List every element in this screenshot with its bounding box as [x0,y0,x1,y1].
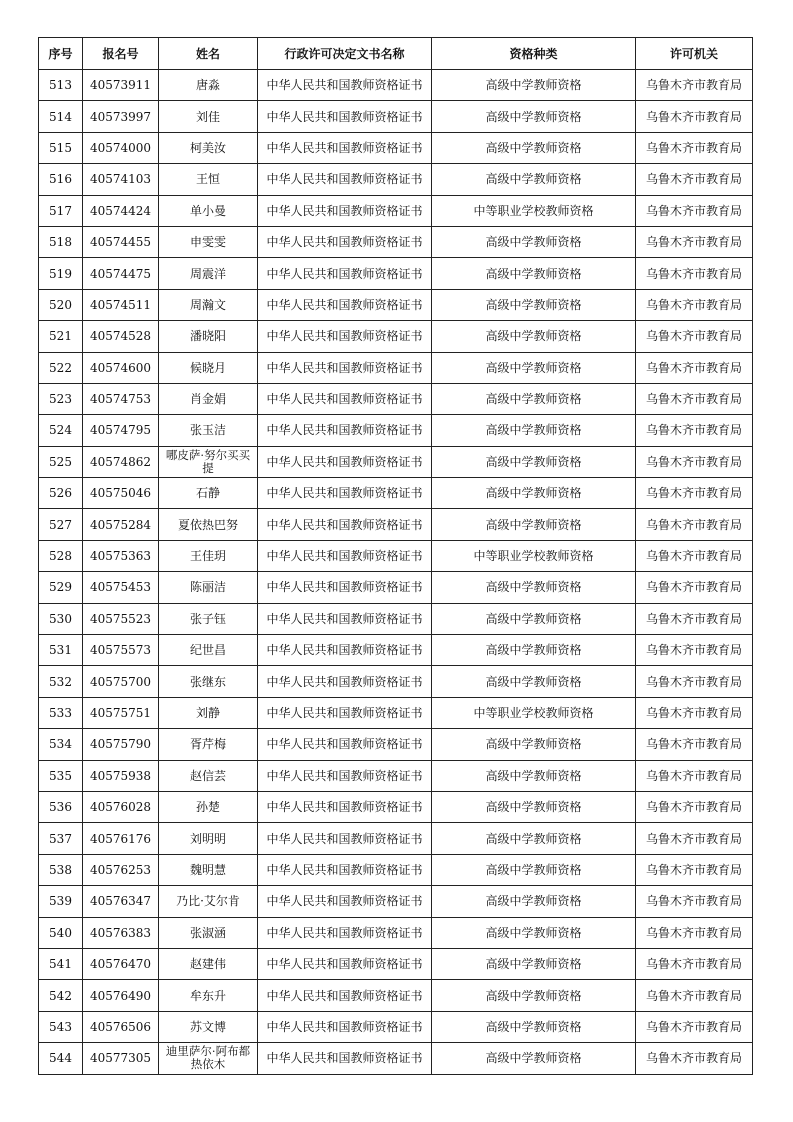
cell-index: 523 [39,383,83,414]
cell-document-title: 中华人民共和国教师资格证书 [258,572,432,603]
cell-qualification-type: 高级中学教师资格 [432,164,636,195]
table-row [39,101,753,132]
table-row [39,572,753,603]
cell-registration-number: 40574795 [83,415,159,446]
cell-document-title: 中华人民共和国教师资格证书 [258,980,432,1011]
cell-qualification-type: 高级中学教师资格 [432,854,636,885]
cell-document-title: 中华人民共和国教师资格证书 [258,603,432,634]
cell-qualification-type: 高级中学教师资格 [432,383,636,414]
cell-document-title: 中华人民共和国教师资格证书 [258,729,432,760]
cell-name: 候晓月 [159,352,258,383]
cell-licensing-authority: 乌鲁木齐市教育局 [636,446,753,477]
cell-qualification-type: 高级中学教师资格 [432,886,636,917]
cell-index: 522 [39,352,83,383]
table-row [39,321,753,352]
cell-document-title: 中华人民共和国教师资格证书 [258,917,432,948]
cell-licensing-authority: 乌鲁木齐市教育局 [636,729,753,760]
cell-qualification-type: 高级中学教师资格 [432,760,636,791]
cell-licensing-authority: 乌鲁木齐市教育局 [636,289,753,320]
cell-index: 525 [39,446,83,477]
cell-document-title: 中华人民共和国教师资格证书 [258,760,432,791]
cell-licensing-authority: 乌鲁木齐市教育局 [636,415,753,446]
table-row [39,289,753,320]
cell-name: 魏明慧 [159,854,258,885]
cell-qualification-type: 高级中学教师资格 [432,509,636,540]
table-row [39,195,753,226]
cell-document-title: 中华人民共和国教师资格证书 [258,446,432,477]
cell-document-title: 中华人民共和国教师资格证书 [258,289,432,320]
cell-qualification-type: 高级中学教师资格 [432,258,636,289]
cell-document-title: 中华人民共和国教师资格证书 [258,666,432,697]
cell-registration-number: 40573911 [83,70,159,101]
cell-name: 赵信芸 [159,760,258,791]
cell-index: 530 [39,603,83,634]
table-row [39,697,753,728]
cell-name: 周震洋 [159,258,258,289]
cell-registration-number: 40575363 [83,540,159,571]
cell-name: 肖金娟 [159,383,258,414]
cell-document-title: 中华人民共和国教师资格证书 [258,886,432,917]
cell-document-title: 中华人民共和国教师资格证书 [258,635,432,666]
cell-licensing-authority: 乌鲁木齐市教育局 [636,603,753,634]
header-registration-number: 报名号 [83,38,159,70]
cell-document-title: 中华人民共和国教师资格证书 [258,258,432,289]
cell-licensing-authority: 乌鲁木齐市教育局 [636,791,753,822]
cell-name: 迪里萨尔·阿布都热依木 [159,1043,258,1074]
cell-name: 张子钰 [159,603,258,634]
table-row [39,760,753,791]
cell-name: 申雯雯 [159,226,258,257]
cell-qualification-type: 高级中学教师资格 [432,478,636,509]
cell-index: 529 [39,572,83,603]
cell-licensing-authority: 乌鲁木齐市教育局 [636,697,753,728]
table-row [39,258,753,289]
cell-registration-number: 40576470 [83,948,159,979]
cell-document-title: 中华人民共和国教师资格证书 [258,540,432,571]
cell-document-title: 中华人民共和国教师资格证书 [258,478,432,509]
cell-document-title: 中华人民共和国教师资格证书 [258,164,432,195]
table-row [39,729,753,760]
table-row [39,917,753,948]
table-row [39,886,753,917]
cell-licensing-authority: 乌鲁木齐市教育局 [636,854,753,885]
cell-qualification-type: 高级中学教师资格 [432,1043,636,1074]
cell-index: 518 [39,226,83,257]
cell-registration-number: 40575938 [83,760,159,791]
cell-document-title: 中华人民共和国教师资格证书 [258,948,432,979]
header-licensing-authority: 许可机关 [636,38,753,70]
cell-name: 刘明明 [159,823,258,854]
cell-name: 胥芹梅 [159,729,258,760]
cell-name: 牟东升 [159,980,258,1011]
table-row [39,1043,753,1074]
table-row [39,352,753,383]
cell-registration-number: 40574511 [83,289,159,320]
cell-qualification-type: 高级中学教师资格 [432,132,636,163]
cell-qualification-type: 高级中学教师资格 [432,666,636,697]
cell-index: 527 [39,509,83,540]
cell-licensing-authority: 乌鲁木齐市教育局 [636,1011,753,1042]
table-row [39,603,753,634]
header-row [39,38,753,70]
cell-document-title: 中华人民共和国教师资格证书 [258,697,432,728]
cell-registration-number: 40574753 [83,383,159,414]
table-row [39,415,753,446]
cell-qualification-type: 高级中学教师资格 [432,352,636,383]
table-row [39,70,753,101]
cell-document-title: 中华人民共和国教师资格证书 [258,791,432,822]
cell-index: 542 [39,980,83,1011]
table-body [39,70,753,1075]
cell-name: 刘佳 [159,101,258,132]
cell-name: 石静 [159,478,258,509]
cell-registration-number: 40576506 [83,1011,159,1042]
cell-index: 528 [39,540,83,571]
cell-registration-number: 40576176 [83,823,159,854]
table-row [39,635,753,666]
cell-licensing-authority: 乌鲁木齐市教育局 [636,917,753,948]
table-row [39,854,753,885]
cell-licensing-authority: 乌鲁木齐市教育局 [636,101,753,132]
cell-qualification-type: 高级中学教师资格 [432,446,636,477]
cell-index: 519 [39,258,83,289]
table-row [39,478,753,509]
header-name: 姓名 [159,38,258,70]
cell-registration-number: 40575046 [83,478,159,509]
table-row [39,383,753,414]
cell-licensing-authority: 乌鲁木齐市教育局 [636,321,753,352]
cell-document-title: 中华人民共和国教师资格证书 [258,823,432,854]
cell-registration-number: 40575523 [83,603,159,634]
cell-index: 520 [39,289,83,320]
cell-index: 535 [39,760,83,791]
cell-name: 周瀚文 [159,289,258,320]
cell-qualification-type: 中等职业学校教师资格 [432,540,636,571]
cell-name: 唐淼 [159,70,258,101]
cell-licensing-authority: 乌鲁木齐市教育局 [636,948,753,979]
cell-registration-number: 40576347 [83,886,159,917]
cell-registration-number: 40575453 [83,572,159,603]
cell-name: 单小曼 [159,195,258,226]
cell-qualification-type: 中等职业学校教师资格 [432,195,636,226]
cell-name: 王恒 [159,164,258,195]
cell-licensing-authority: 乌鲁木齐市教育局 [636,70,753,101]
cell-licensing-authority: 乌鲁木齐市教育局 [636,823,753,854]
cell-index: 533 [39,697,83,728]
cell-qualification-type: 高级中学教师资格 [432,635,636,666]
cell-licensing-authority: 乌鲁木齐市教育局 [636,226,753,257]
cell-index: 513 [39,70,83,101]
cell-qualification-type: 高级中学教师资格 [432,948,636,979]
cell-licensing-authority: 乌鲁木齐市教育局 [636,509,753,540]
cell-index: 515 [39,132,83,163]
cell-name: 王佳玥 [159,540,258,571]
cell-registration-number: 40576028 [83,791,159,822]
cell-registration-number: 40576383 [83,917,159,948]
cell-licensing-authority: 乌鲁木齐市教育局 [636,132,753,163]
cell-name: 孙楚 [159,791,258,822]
cell-licensing-authority: 乌鲁木齐市教育局 [636,195,753,226]
table-row [39,226,753,257]
cell-registration-number: 40574528 [83,321,159,352]
cell-name: 哪皮萨·努尔买买提 [159,446,258,477]
cell-name: 柯美汝 [159,132,258,163]
cell-name: 纪世昌 [159,635,258,666]
header-document-title: 行政许可决定文书名称 [258,38,432,70]
table-row [39,540,753,571]
cell-qualification-type: 高级中学教师资格 [432,823,636,854]
cell-licensing-authority: 乌鲁木齐市教育局 [636,540,753,571]
cell-index: 526 [39,478,83,509]
table-row [39,980,753,1011]
header-index: 序号 [39,38,83,70]
table-row [39,132,753,163]
cell-index: 541 [39,948,83,979]
cell-name: 夏依热巴努 [159,509,258,540]
table-row [39,446,753,477]
cell-licensing-authority: 乌鲁木齐市教育局 [636,572,753,603]
cell-index: 540 [39,917,83,948]
cell-registration-number: 40574424 [83,195,159,226]
cell-name: 苏文博 [159,1011,258,1042]
cell-registration-number: 40577305 [83,1043,159,1074]
cell-registration-number: 40575284 [83,509,159,540]
cell-index: 534 [39,729,83,760]
table-row [39,164,753,195]
cell-name: 赵建伟 [159,948,258,979]
cell-registration-number: 40574455 [83,226,159,257]
cell-index: 521 [39,321,83,352]
cell-qualification-type: 中等职业学校教师资格 [432,697,636,728]
cell-name: 张继东 [159,666,258,697]
table-row [39,509,753,540]
table-row [39,948,753,979]
cell-licensing-authority: 乌鲁木齐市教育局 [636,1043,753,1074]
cell-registration-number: 40575751 [83,697,159,728]
cell-document-title: 中华人民共和国教师资格证书 [258,352,432,383]
cell-licensing-authority: 乌鲁木齐市教育局 [636,980,753,1011]
table-row [39,666,753,697]
cell-qualification-type: 高级中学教师资格 [432,917,636,948]
cell-licensing-authority: 乌鲁木齐市教育局 [636,666,753,697]
cell-qualification-type: 高级中学教师资格 [432,980,636,1011]
cell-qualification-type: 高级中学教师资格 [432,70,636,101]
cell-registration-number: 40574862 [83,446,159,477]
cell-licensing-authority: 乌鲁木齐市教育局 [636,478,753,509]
cell-qualification-type: 高级中学教师资格 [432,603,636,634]
cell-document-title: 中华人民共和国教师资格证书 [258,101,432,132]
cell-document-title: 中华人民共和国教师资格证书 [258,1043,432,1074]
cell-licensing-authority: 乌鲁木齐市教育局 [636,352,753,383]
cell-name: 张淑涵 [159,917,258,948]
cell-registration-number: 40576253 [83,854,159,885]
cell-index: 532 [39,666,83,697]
cell-registration-number: 40575790 [83,729,159,760]
teacher-qualification-table [38,37,753,1075]
cell-index: 539 [39,886,83,917]
table-row [39,823,753,854]
cell-qualification-type: 高级中学教师资格 [432,321,636,352]
cell-index: 536 [39,791,83,822]
cell-qualification-type: 高级中学教师资格 [432,101,636,132]
cell-index: 537 [39,823,83,854]
cell-licensing-authority: 乌鲁木齐市教育局 [636,164,753,195]
cell-index: 514 [39,101,83,132]
cell-name: 乃比·艾尔肯 [159,886,258,917]
cell-licensing-authority: 乌鲁木齐市教育局 [636,383,753,414]
cell-index: 544 [39,1043,83,1074]
cell-document-title: 中华人民共和国教师资格证书 [258,321,432,352]
cell-qualification-type: 高级中学教师资格 [432,729,636,760]
cell-registration-number: 40575700 [83,666,159,697]
cell-registration-number: 40574000 [83,132,159,163]
table-row [39,1011,753,1042]
cell-index: 538 [39,854,83,885]
cell-qualification-type: 高级中学教师资格 [432,289,636,320]
cell-registration-number: 40576490 [83,980,159,1011]
cell-licensing-authority: 乌鲁木齐市教育局 [636,258,753,289]
cell-qualification-type: 高级中学教师资格 [432,1011,636,1042]
cell-document-title: 中华人民共和国教师资格证书 [258,854,432,885]
header-qualification-type: 资格种类 [432,38,636,70]
cell-document-title: 中华人民共和国教师资格证书 [258,132,432,163]
cell-index: 543 [39,1011,83,1042]
cell-index: 524 [39,415,83,446]
cell-registration-number: 40574103 [83,164,159,195]
cell-index: 516 [39,164,83,195]
cell-document-title: 中华人民共和国教师资格证书 [258,415,432,446]
cell-document-title: 中华人民共和国教师资格证书 [258,195,432,226]
cell-name: 潘晓阳 [159,321,258,352]
cell-name: 陈丽洁 [159,572,258,603]
cell-name: 张玉洁 [159,415,258,446]
cell-registration-number: 40574475 [83,258,159,289]
cell-licensing-authority: 乌鲁木齐市教育局 [636,886,753,917]
cell-licensing-authority: 乌鲁木齐市教育局 [636,760,753,791]
cell-name: 刘静 [159,697,258,728]
cell-document-title: 中华人民共和国教师资格证书 [258,383,432,414]
cell-qualification-type: 高级中学教师资格 [432,572,636,603]
cell-document-title: 中华人民共和国教师资格证书 [258,509,432,540]
cell-qualification-type: 高级中学教师资格 [432,791,636,822]
cell-registration-number: 40574600 [83,352,159,383]
cell-qualification-type: 高级中学教师资格 [432,415,636,446]
cell-document-title: 中华人民共和国教师资格证书 [258,70,432,101]
cell-registration-number: 40575573 [83,635,159,666]
cell-index: 531 [39,635,83,666]
cell-licensing-authority: 乌鲁木齐市教育局 [636,635,753,666]
cell-registration-number: 40573997 [83,101,159,132]
cell-index: 517 [39,195,83,226]
cell-document-title: 中华人民共和国教师资格证书 [258,1011,432,1042]
cell-document-title: 中华人民共和国教师资格证书 [258,226,432,257]
table-row [39,791,753,822]
cell-qualification-type: 高级中学教师资格 [432,226,636,257]
